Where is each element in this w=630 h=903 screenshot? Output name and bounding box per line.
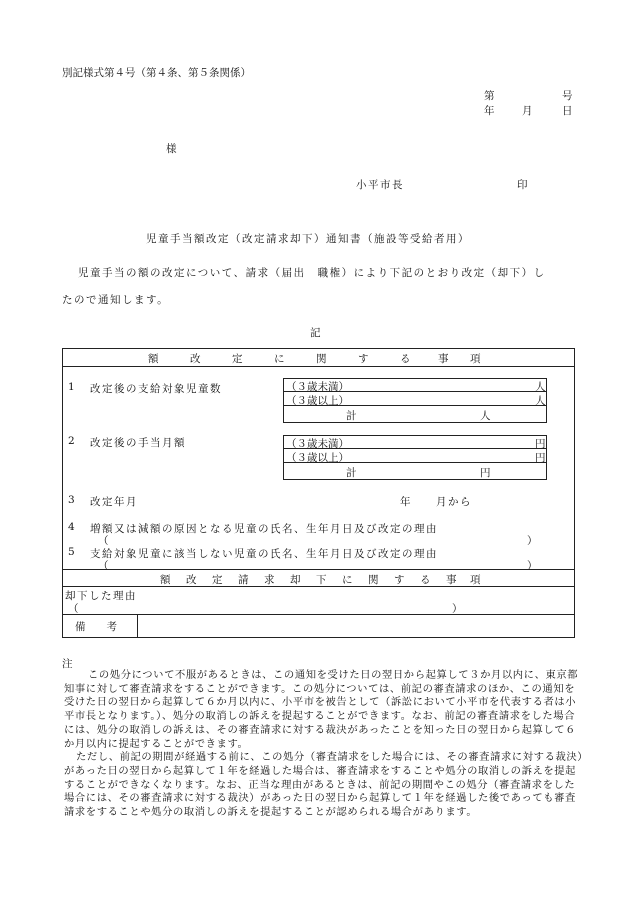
open-paren: （ xyxy=(98,560,109,572)
over3-label: （３歳以上） xyxy=(286,452,349,464)
rejection-header-char: 定 xyxy=(212,574,223,586)
total-label: 計 xyxy=(346,467,357,479)
rejection-header-char: 却 xyxy=(290,574,301,586)
divider xyxy=(62,569,575,570)
item5-number: 5 xyxy=(68,546,75,558)
rejection-header-char: 項 xyxy=(470,574,481,586)
divider xyxy=(62,614,575,615)
revision-header-char: 定 xyxy=(232,353,243,365)
date-month: 月 xyxy=(522,105,533,117)
unit-label: 人 xyxy=(535,381,546,393)
unit-label: 人 xyxy=(480,410,491,422)
revision-header-char: 事 xyxy=(438,353,449,365)
under3-label: （３歳未満） xyxy=(286,438,349,450)
rejection-header-char: 事 xyxy=(446,574,457,586)
doc-number-suffix: 号 xyxy=(562,90,573,102)
item2-number: 2 xyxy=(68,435,75,447)
document-title: 児童手当額改定（改定請求却下）通知書（施設等受給者用） xyxy=(146,233,470,245)
item3-label: 改定年月 xyxy=(90,496,138,508)
unit-label: 人 xyxy=(535,395,546,407)
revision-year: 年 xyxy=(400,496,411,508)
ki-heading: 記 xyxy=(310,327,321,339)
item2-label: 改定後の手当月額 xyxy=(90,437,186,449)
divider xyxy=(62,586,575,587)
over3-label: （３歳以上） xyxy=(286,395,349,407)
item4-number: 4 xyxy=(68,521,75,533)
divider xyxy=(62,366,575,367)
under3-label: （３歳未満） xyxy=(286,381,349,393)
revision-month-from: 月から xyxy=(436,496,472,508)
revision-header-char: る xyxy=(400,353,411,365)
unit-label: 円 xyxy=(535,438,546,450)
revision-header-char: 額 xyxy=(148,353,159,365)
item3-number: 3 xyxy=(68,494,75,506)
notes-body xyxy=(64,669,584,820)
notes-heading: 注 xyxy=(62,658,73,670)
recipient-suffix: 様 xyxy=(166,143,177,155)
remarks-label: 備 考 xyxy=(75,621,117,633)
date-year: 年 xyxy=(484,105,495,117)
form-code: 別記様式第４号（第４条、第５条関係） xyxy=(62,67,251,79)
total-label: 計 xyxy=(346,410,357,422)
rejection-header-char: 額 xyxy=(160,574,171,586)
revision-header-char: 項 xyxy=(470,353,481,365)
rejection-header-char: 求 xyxy=(264,574,275,586)
item1-label: 改定後の支給対象児童数 xyxy=(90,383,222,395)
revision-header-char: 改 xyxy=(190,353,201,365)
body-text-line2: たので通知します。 xyxy=(62,294,170,306)
notes-paragraph-2: ただし、前記の期間が経過する前に、この処分（審査請求をした場合には、その審査請求に対する裁決）があった日の翌日から起算して１年を経過した場合は、審査請求をすることや処分の取消しの訴えを提起することができなくなります。なお、正当な理由があるときは、前記の期間やこの処分（審査請求をした場合には、その審査請求に対する裁決）があった日の翌日から起算して１年を経過した後であっても審査請求をすることや処分の取消しの訴えを提起することが認められる場合があります。 xyxy=(64,751,584,819)
notes-paragraph-1: この処分について不服があるときは、この通知を受けた日の翌日から起算して３か月以内に、東京都知事に対して審査請求をすることができます。この処分については、前記の審査請求のほか、この通知を受けた日の翌日から起算して６か月以内に、小平市を被告として（訴訟において小平市を代表する者は小平市長となります。）、処分の取消しの訴えを提起することができます。なお、前記の審査請求をした場合には、処分の取消しの訴えは、その審査請求に対する裁決があったことを知った日の翌日から起算して６か月以内に提起することができます。 xyxy=(64,669,579,750)
item1-number: 1 xyxy=(68,381,75,393)
issuer: 小平市長 xyxy=(356,179,404,191)
rejection-header-char: 関 xyxy=(368,574,379,586)
seal-mark: 印 xyxy=(517,179,528,191)
revision-header-char: に xyxy=(274,353,285,365)
revision-header-char: す xyxy=(358,353,369,365)
unit-label: 円 xyxy=(535,452,546,464)
item4-label: 増額又は減額の原因となる児童の氏名、生年月日及び改定の理由 xyxy=(90,523,438,535)
open-paren: （ xyxy=(98,535,109,547)
open-paren: （ xyxy=(68,603,79,615)
rejection-header-char: に xyxy=(342,574,353,586)
close-paren: ） xyxy=(527,535,538,547)
close-paren: ） xyxy=(452,603,463,615)
date-day: 日 xyxy=(562,105,573,117)
rejection-header-char: 改 xyxy=(186,574,197,586)
unit-label: 円 xyxy=(480,467,491,479)
rejection-header-char: 請 xyxy=(238,574,249,586)
rejection-header-char: 下 xyxy=(316,574,327,586)
item5-label: 支給対象児童に該当しない児童の氏名、生年月日及び改定の理由 xyxy=(90,548,438,560)
rejection-header-char: す xyxy=(394,574,405,586)
body-text-line1: 児童手当の額の改定について、請求（届出 職権）により下記のとおり改定（却下）し xyxy=(78,267,546,279)
divider xyxy=(137,614,138,638)
close-paren: ） xyxy=(527,560,538,572)
revision-header-char: 関 xyxy=(316,353,327,365)
rejection-header-char: る xyxy=(420,574,431,586)
doc-number-prefix: 第 xyxy=(484,90,495,102)
rejection-reason-label: 却下した理由 xyxy=(65,590,137,602)
